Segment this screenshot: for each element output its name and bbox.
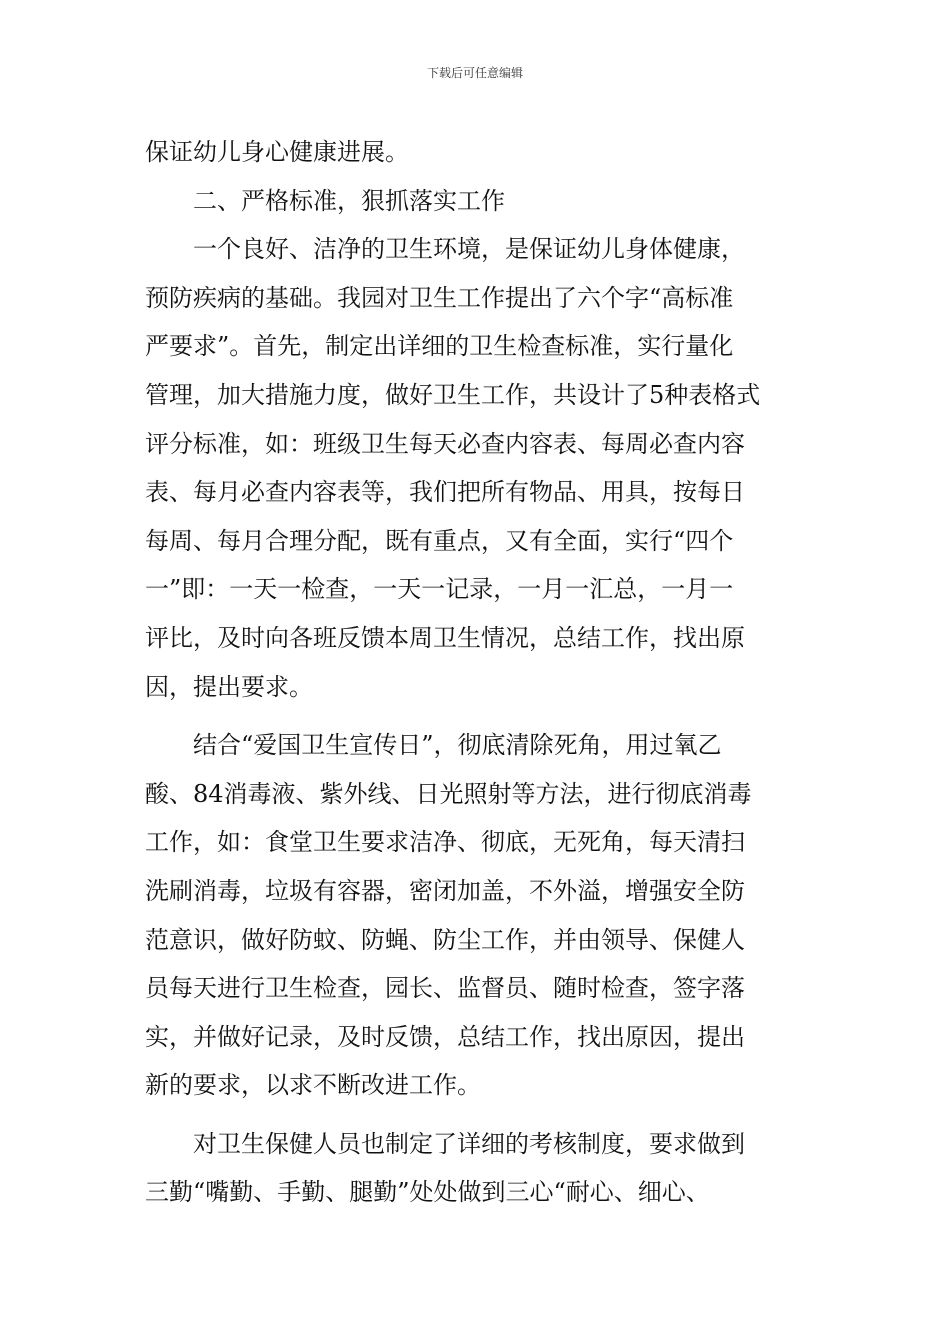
text-line: 实，并做好记录，及时反馈，总结工作，找出原因，提出	[145, 1022, 745, 1051]
text-line: 预防疾病的基础。我园对卫生工作提出了六个字“高标准	[145, 283, 734, 312]
page-header: 下载后可任意编辑	[426, 66, 523, 80]
text-line: 员每天进行卫生检查，园长、监督员、随时检查，签字落	[145, 974, 745, 1003]
text-line: 评分标准，如：班级卫生每天必查内容表、每周必查内容	[145, 429, 745, 458]
text-line: 洗刷消毒，垃圾有容器，密闭加盖，不外溢，增强安全防	[145, 876, 745, 905]
section-heading: 二、严格标准，狠抓落实工作	[145, 186, 505, 215]
text-line: 管理，加大措施力度，做好卫生工作，共设计了5种表格式	[145, 380, 761, 409]
text-line: 严要求”。首先，制定出详细的卫生检查标准，实行量化	[145, 332, 734, 361]
text-line: 一个良好、洁净的卫生环境，是保证幼儿身体健康，	[145, 235, 745, 264]
text-line: 保证幼儿身心健康进展。	[145, 138, 409, 166]
text-line: 范意识，做好防蚊、防蝇、防尘工作，并由领导、保健人	[145, 925, 745, 954]
text-line: 表、每月必查内容表等，我们把所有物品、用具，按每日	[145, 478, 745, 507]
text-line: 三勤“嘴勤、手勤、腿勤”处处做到三心“耐心、细心、	[145, 1178, 710, 1207]
text-line: 每周、每月合理分配，既有重点，又有全面，实行“四个	[145, 526, 734, 555]
text-line: 评比，及时向各班反馈本周卫生情况，总结工作，找出原	[145, 623, 745, 652]
text-line: 酸、84消毒液、紫外线、日光照射等方法，进行彻底消毒	[145, 779, 752, 808]
text-line: 工作，如：食堂卫生要求洁净、彻底，无死角，每天清扫	[145, 828, 745, 857]
document-body	[145, 128, 813, 1217]
text-line: 结合“爱国卫生宣传日”，彻底清除死角，用过氧乙	[145, 731, 722, 760]
text-line: 一”即：一天一检查，一天一记录，一月一汇总，一月一	[145, 575, 734, 604]
text-line: 新的要求，以求不断改进工作。	[145, 1071, 481, 1100]
text-line: 对卫生保健人员也制定了详细的考核制度，要求做到	[145, 1129, 745, 1158]
text-line: 因，提出要求。	[145, 672, 313, 701]
